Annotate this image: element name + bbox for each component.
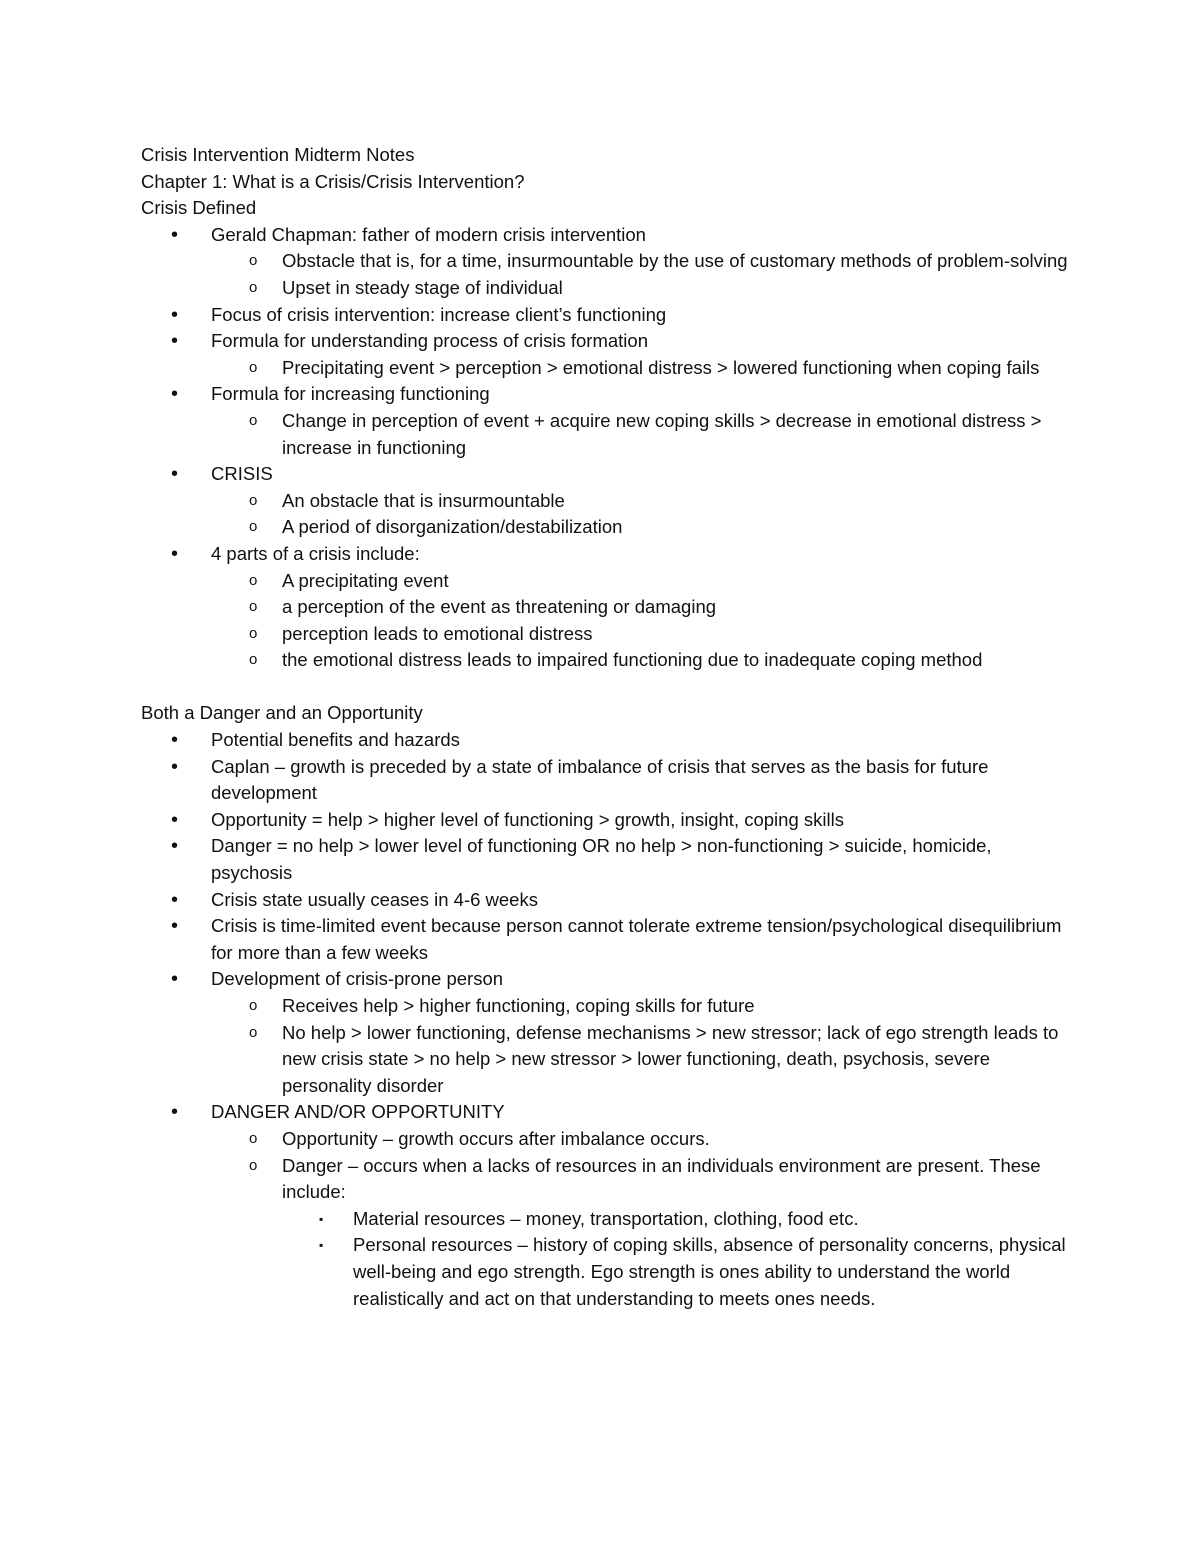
sub-list-item: [141, 408, 1071, 461]
sub-list-item-text: Upset in steady stage of individual: [282, 276, 563, 298]
sub-list-item: [141, 275, 1071, 302]
section-heading-danger-opportunity: Both a Danger and an Opportunity: [141, 702, 423, 724]
circle-marker: o: [249, 278, 258, 296]
list-item-text: Focus of crisis intervention: increase client’s functioning: [211, 303, 667, 325]
document-title: Crisis Intervention Midterm Notes: [141, 144, 415, 165]
sub-list-item: [141, 1020, 1071, 1100]
circle-marker: o: [249, 491, 258, 509]
bullet-marker: •: [171, 542, 179, 565]
bullet-marker: •: [171, 755, 179, 778]
sub-list-item-text: Danger – occurs when a lacks of resources in an individuals environment are present. These include:: [282, 1154, 1041, 1203]
list-item: [141, 302, 1071, 329]
square-marker: ▪: [319, 1211, 324, 1226]
list-item: [141, 807, 1071, 834]
bullet-marker: •: [171, 1101, 179, 1124]
sub-list-item: [141, 594, 1071, 621]
blank-line: [141, 674, 1071, 701]
bullet-marker: •: [171, 223, 179, 246]
sub-list-item: [141, 1153, 1071, 1206]
list-item-text: Caplan – growth is preceded by a state of imbalance of crisis that serves as the basis for future development: [211, 755, 989, 804]
sub-list-item-text: Receives help > higher functioning, coping skills for future: [282, 995, 755, 1016]
list-item-text: Opportunity = help > higher level of functioning > growth, insight, coping skills: [211, 808, 844, 830]
list-item-text: Potential benefits and hazards: [211, 729, 460, 751]
circle-marker: o: [249, 518, 258, 536]
list-item-text: 4 parts of a crisis include:: [211, 542, 420, 564]
circle-marker: o: [249, 1129, 258, 1147]
sub-list-item: [141, 621, 1071, 648]
sub-list-item: [141, 993, 1071, 1020]
sub-list-item-text: An obstacle that is insurmountable: [282, 489, 565, 511]
list-item-text: Development of crisis-prone person: [211, 968, 504, 990]
list-item: [141, 833, 1071, 886]
sub-sub-list-item: [141, 1206, 1071, 1233]
bullet-marker: •: [171, 835, 179, 858]
sub-list-item: [141, 568, 1071, 595]
circle-marker: o: [249, 411, 258, 429]
bullet-marker: •: [171, 888, 179, 911]
list-item: [141, 222, 1071, 249]
circle-marker: o: [249, 651, 258, 669]
sub-list-item-text: Precipitating event > perception > emotional distress > lowered functioning when coping fails: [282, 356, 1040, 378]
circle-marker: o: [249, 624, 258, 642]
circle-marker: o: [249, 1023, 258, 1041]
sub-list-item: [141, 1126, 1071, 1153]
sub-list-item-text: the emotional distress leads to impaired functioning due to inadequate coping method: [282, 649, 983, 671]
sub-list-item: [141, 248, 1071, 275]
list-item-text: Gerald Chapman: father of modern crisis intervention: [211, 223, 646, 245]
bullet-marker: •: [171, 729, 179, 752]
bullet-marker: •: [171, 330, 179, 353]
sub-list-item-text: A precipitating event: [282, 569, 449, 591]
square-marker: ▪: [319, 1238, 324, 1253]
list-item-text: Crisis is time-limited event because person cannot tolerate extreme tension/psychological disequilibrium for more than a few weeks: [211, 915, 1062, 963]
circle-marker: o: [249, 358, 258, 376]
list-item-text: Danger = no help > lower level of functioning OR no help > non-functioning > suicide, homicide, psychosis: [211, 835, 992, 884]
bullet-marker: •: [171, 383, 179, 406]
sub-list-item: [141, 355, 1071, 382]
sub-sub-list-item: [141, 1232, 1071, 1312]
sub-list-item-text: Change in perception of event + acquire new coping skills > decrease in emotional distress > increase in functioning: [282, 409, 1042, 458]
list-item: [141, 754, 1071, 807]
list-item: [141, 727, 1071, 754]
chapter-heading: Chapter 1: What is a Crisis/Crisis Intervention?: [141, 170, 525, 192]
sub-list-item-text: Opportunity – growth occurs after imbalance occurs.: [282, 1127, 710, 1149]
circle-marker: o: [249, 997, 258, 1014]
list-item-text: Crisis state usually ceases in 4-6 weeks: [211, 888, 538, 910]
circle-marker: o: [249, 571, 258, 589]
sub-list-item: [141, 488, 1071, 515]
sub-list-item-text: A period of disorganization/destabilization: [282, 516, 623, 538]
bullet-marker: •: [171, 808, 179, 831]
list-item-text: DANGER AND/OR OPPORTUNITY: [211, 1101, 505, 1123]
list-item-text: CRISIS: [211, 463, 273, 485]
bullet-marker: •: [171, 915, 179, 938]
sub-sub-list-item-text: Personal resources – history of coping skills, absence of personality concerns, physical well-being and ego strength. Ego strength is ones ability to understand the world realistically and act on that understanding to meets ones needs.: [353, 1234, 1066, 1309]
list-item: [141, 1099, 1071, 1126]
bullet-marker: •: [171, 968, 179, 991]
bullet-marker: •: [171, 303, 179, 326]
sub-list-item: [141, 514, 1071, 541]
circle-marker: o: [249, 598, 258, 616]
circle-marker: o: [249, 1156, 258, 1174]
list-item: [141, 328, 1071, 355]
section-heading-crisis-defined: Crisis Defined: [141, 197, 257, 219]
list-item: [141, 966, 1071, 993]
list-item: [141, 381, 1071, 408]
list-item: [141, 461, 1071, 488]
sub-list-item-text: a perception of the event as threatening or damaging: [282, 596, 717, 618]
list-item-text: Formula for increasing functioning: [211, 383, 490, 405]
bullet-marker: •: [171, 463, 179, 486]
list-item: [141, 913, 1071, 966]
list-item: [141, 887, 1071, 914]
sub-list-item-text: No help > lower functioning, defense mechanisms > new stressor; lack of ego strength leads to new crisis state > no help > new stressor > lower functioning, death, psychosis, severe personality disorder: [282, 1021, 1059, 1096]
sub-sub-list-item-text: Material resources – money, transportation, clothing, food etc.: [353, 1207, 859, 1229]
sub-list-item: [141, 647, 1071, 674]
sub-list-item-text: perception leads to emotional distress: [282, 622, 593, 644]
sub-list-item-text: Obstacle that is, for a time, insurmountable by the use of customary methods of problem-solving: [282, 250, 1068, 272]
list-item: [141, 541, 1071, 568]
danger-opportunity-list: [141, 727, 1071, 1312]
document-body: [141, 142, 1071, 1312]
list-item-text: Formula for understanding process of crisis formation: [211, 330, 648, 352]
circle-marker: o: [249, 252, 258, 270]
crisis-defined-list: [141, 222, 1071, 674]
